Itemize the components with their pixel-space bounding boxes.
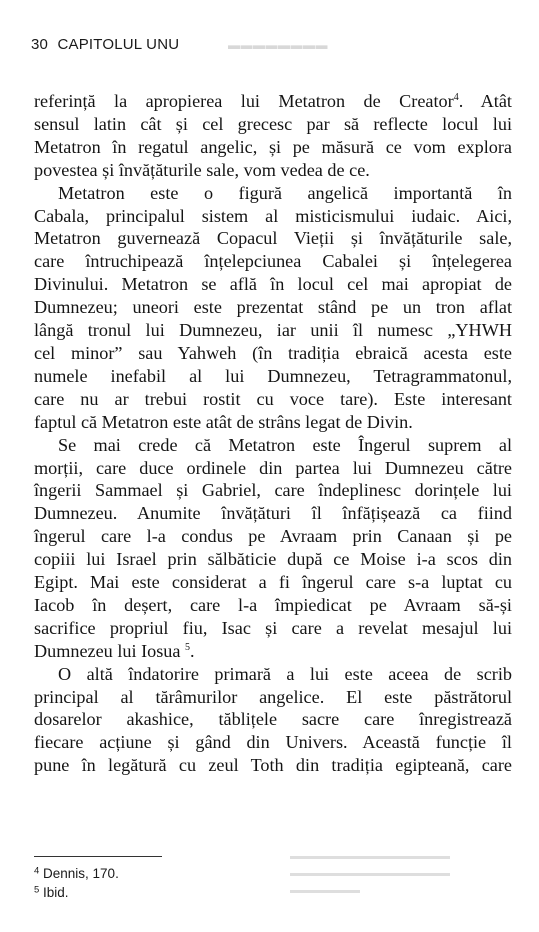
footnote-text: Dennis, 170. (43, 866, 119, 881)
text-line: sensul latin cât și cel grecesc par să reflecte locul lui (34, 113, 512, 134)
footnote-ref: 4 (453, 92, 459, 103)
text-line: pune în legătură cu zeul Toth din tradiția egipteană, care (34, 755, 512, 776)
text-line: cel minor” sau Yahweh (în tradiția ebraică acesta este (34, 342, 512, 363)
text-line: Egipt. Mai este considerat a fi îngerul care s-a luptat cu (34, 572, 512, 593)
text-line: morții, care duce ordinele din partea lui Dumnezeu către (34, 457, 512, 478)
text-line: îngerul care l-a condus pe Avraam prin Canaan și pe (34, 526, 512, 547)
running-header (31, 36, 179, 53)
text-line: sacrifice propriul fiu, Isac și care a revelat mesajul lui (34, 617, 512, 638)
text-line: faptul că Metatron este atât de strâns legat de Divin. (34, 411, 413, 432)
text-line: care nu ar trebui rostit cu voce tare). Este interesant (34, 388, 512, 409)
text-line: Iacob în deșert, care l-a împiedicat pe Avraam să-și (34, 594, 512, 615)
footnote (34, 866, 119, 881)
body-text (34, 90, 512, 777)
text-line: Se mai crede că Metatron este Îngerul suprem al (58, 434, 512, 455)
text-line: care întruchipează înțelepciunea Cabalei și înțelegerea (34, 251, 512, 272)
text-line: referință la apropierea lui Metatron de Creator$^4$. Atât (34, 91, 512, 111)
text-line: Dumnezeu lui Iosua $^5$. (34, 640, 195, 661)
page-number: 30 (31, 36, 49, 53)
footnote (34, 885, 69, 900)
text-line: lângă tronul lui Dumnezeu, iar unii îl numesc „YHWH (34, 320, 512, 341)
show-through-text: ▬▬▬▬▬▬▬▬▬▬▬▬▬▬▬▬ ▬▬▬▬▬▬▬▬▬▬▬▬▬▬▬▬ ▬▬▬▬▬▬▬ (290, 851, 450, 896)
text-line: numele inefabil al lui Dumnezeu, Tetragrammatonul, (34, 365, 512, 386)
text-line: dosarelor akashice, tăblițele sacre care înregistrează (34, 709, 512, 730)
chapter-title: CAPITOLUL UNU (57, 36, 180, 53)
text-line: fiecare acțiune și gând din Univers. Această funcție îl (34, 732, 512, 753)
footnote-divider (34, 856, 162, 857)
show-through-text: ▬▬▬▬▬▬▬▬ (228, 38, 328, 52)
footnote-text: Ibid. (43, 885, 69, 900)
footnote-ref: 5 (185, 641, 191, 653)
text-line: Metatron guvernează Copacul Vieții și învățăturile sale, (34, 228, 512, 249)
text-line: povestea și învățăturile sale, vom vedea de ce. (34, 159, 370, 180)
footnote-mark: 5 (34, 884, 40, 896)
text-line: Divinului. Metatron se află în locul cel mai apropiat de (34, 274, 512, 295)
text-line: O altă îndatorire primară a lui este aceea de scrib (58, 663, 512, 684)
text-line: îngerii Sammael și Gabriel, care îndeplinesc dorințele lui (34, 480, 512, 501)
text-line: Cabala, principalul sistem al misticismului iudaic. Aici, (34, 205, 512, 226)
text-line: Metatron în regatul angelic, și pe măsură ce vom explora (34, 136, 512, 157)
text-line: Metatron este o figură angelică importantă în (58, 182, 512, 203)
text-line: principal al tărâmurilor angelice. El este păstrătorul (34, 686, 512, 707)
footnote-mark: 4 (34, 865, 40, 877)
text-line: copiii lui Israel prin sălbăticie după ce Moise i-a scos din (34, 549, 512, 570)
text-line: Dumnezeu; uneori este prezentat stând pe un tron aflat (34, 297, 512, 318)
text-line: Dumnezeu. Anumite învățături îl înfățișează ca fiind (34, 503, 512, 524)
